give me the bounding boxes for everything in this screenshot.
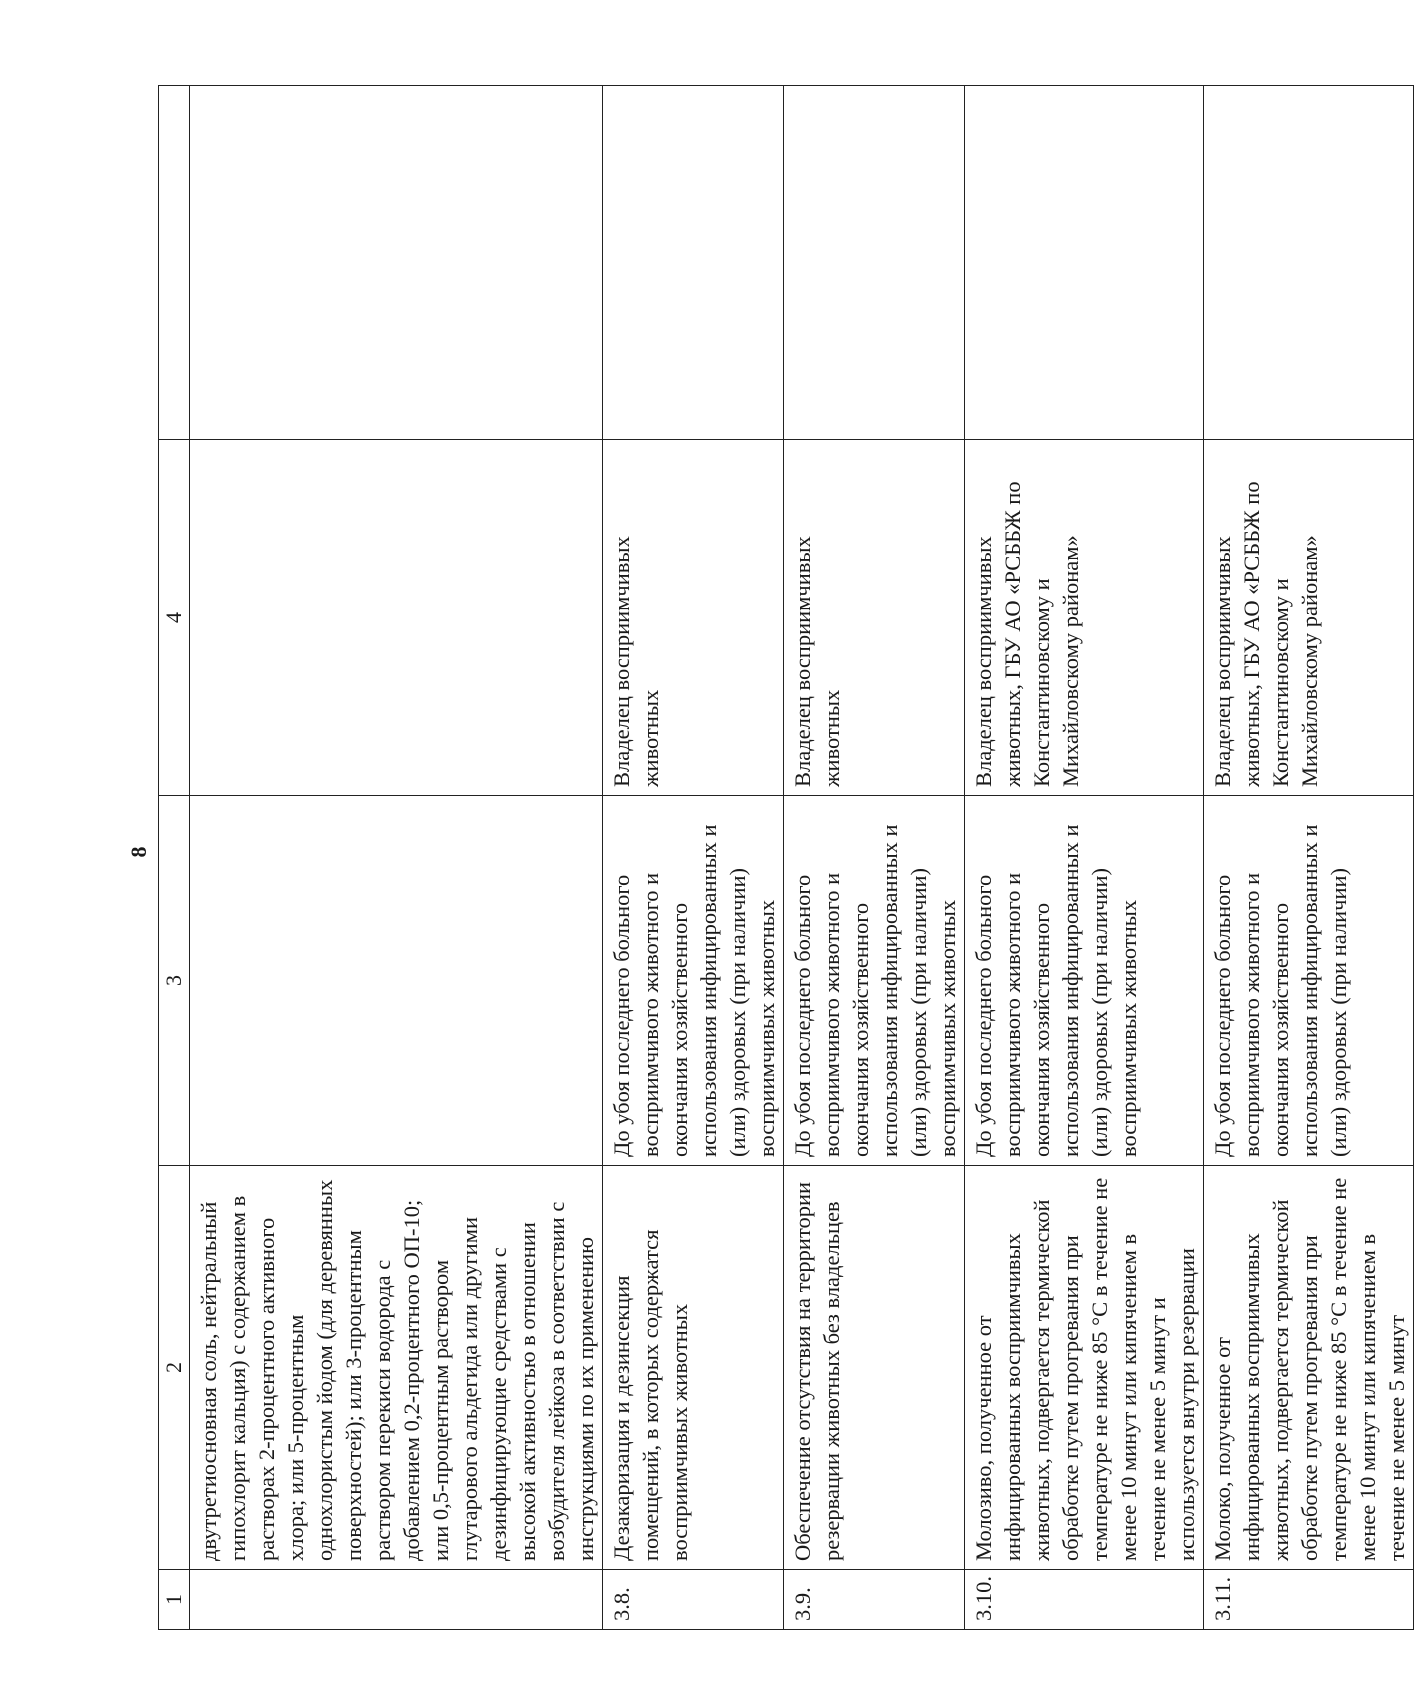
measure-cell: Молозиво, полученное от инфицированных восприимчивых животных, подвергается термической обработке путем прогревания при температуре не ниже 85 °С в течение не менее 10 минут или кипячением в течение не менее 5 минут и используется внутри резервации	[965, 1166, 1204, 1570]
measure-cell: Обеспечение отсутствия на территории резервации животных без владельцев	[784, 1166, 965, 1570]
row-number	[190, 1570, 603, 1630]
header-col-2: 2	[159, 1166, 190, 1570]
page-number: 8	[126, 846, 151, 858]
responsible-cell: Владелец восприимчивых животных	[603, 440, 784, 796]
term-cell: До убоя последнего больного восприимчивого животного и окончания хозяйственного использования инфицированных и (или) здоровых (при наличии) восприимчивых животных	[603, 796, 784, 1166]
table-row	[784, 86, 965, 1630]
measure-cell: двутретиосновная соль, нейтральный гипохлорит кальция) с содержанием в растворах 2-процентного активного хлора; или 5-процентным однохлористым йодом (для деревянных поверхностей); или 3-процентным раствором перекиси водорода с добавлением 0,2-процентного ОП-10; или 0,5-процентным раствором глутарового альдегида или другими дезинфицирующие средствами с высокой активностью в отношении возбудителя лейкоза в соответствии с инструкциями по их применению	[190, 1166, 603, 1570]
table-row	[965, 86, 1204, 1630]
table-header-row	[159, 86, 190, 1630]
row-number: 3.9.	[784, 1570, 965, 1630]
table-row	[603, 86, 784, 1630]
table-row	[1204, 86, 1414, 1630]
row-number: 3.8.	[603, 1570, 784, 1630]
term-cell	[190, 796, 603, 1166]
responsible-cell	[190, 440, 603, 796]
header-col-1: 1	[159, 1570, 190, 1630]
measure-cell: Дезакаризация и дезинсекция помещений, в которых содержатся восприимчивых животных	[603, 1166, 784, 1570]
term-cell: До убоя последнего больного восприимчивого животного и окончания хозяйственного использования инфицированных и (или) здоровых (при наличии)	[1204, 796, 1414, 1166]
measures-table	[158, 85, 1414, 1630]
table-row	[190, 86, 603, 1630]
extra-cell	[1204, 86, 1414, 440]
term-cell: До убоя последнего больного восприимчивого животного и окончания хозяйственного использования инфицированных и (или) здоровых (при наличии) восприимчивых животных	[784, 796, 965, 1166]
row-number: 3.10.	[965, 1570, 1204, 1630]
measure-cell: Молоко, полученное от инфицированных восприимчивых животных, подвергается термической обработке путем прогревания при температуре не ниже 85 °С в течение не менее 10 минут или кипячением в течение не менее 5 минут	[1204, 1166, 1414, 1570]
header-col-5	[159, 86, 190, 440]
responsible-cell: Владелец восприимчивых животных, ГБУ АО «РСББЖ по Константиновскому и Михайловскому районам»	[965, 440, 1204, 796]
document-page	[120, 74, 1409, 1630]
extra-cell	[190, 86, 603, 440]
extra-cell	[965, 86, 1204, 440]
responsible-cell: Владелец восприимчивых животных	[784, 440, 965, 796]
extra-cell	[603, 86, 784, 440]
header-col-4: 4	[159, 440, 190, 796]
header-col-3: 3	[159, 796, 190, 1166]
term-cell: До убоя последнего больного восприимчивого животного и окончания хозяйственного использования инфицированных и (или) здоровых (при наличии) восприимчивых животных	[965, 796, 1204, 1166]
extra-cell	[784, 86, 965, 440]
responsible-cell: Владелец восприимчивых животных, ГБУ АО «РСББЖ по Константиновскому и Михайловскому районам»	[1204, 440, 1414, 796]
row-number: 3.11.	[1204, 1570, 1414, 1630]
